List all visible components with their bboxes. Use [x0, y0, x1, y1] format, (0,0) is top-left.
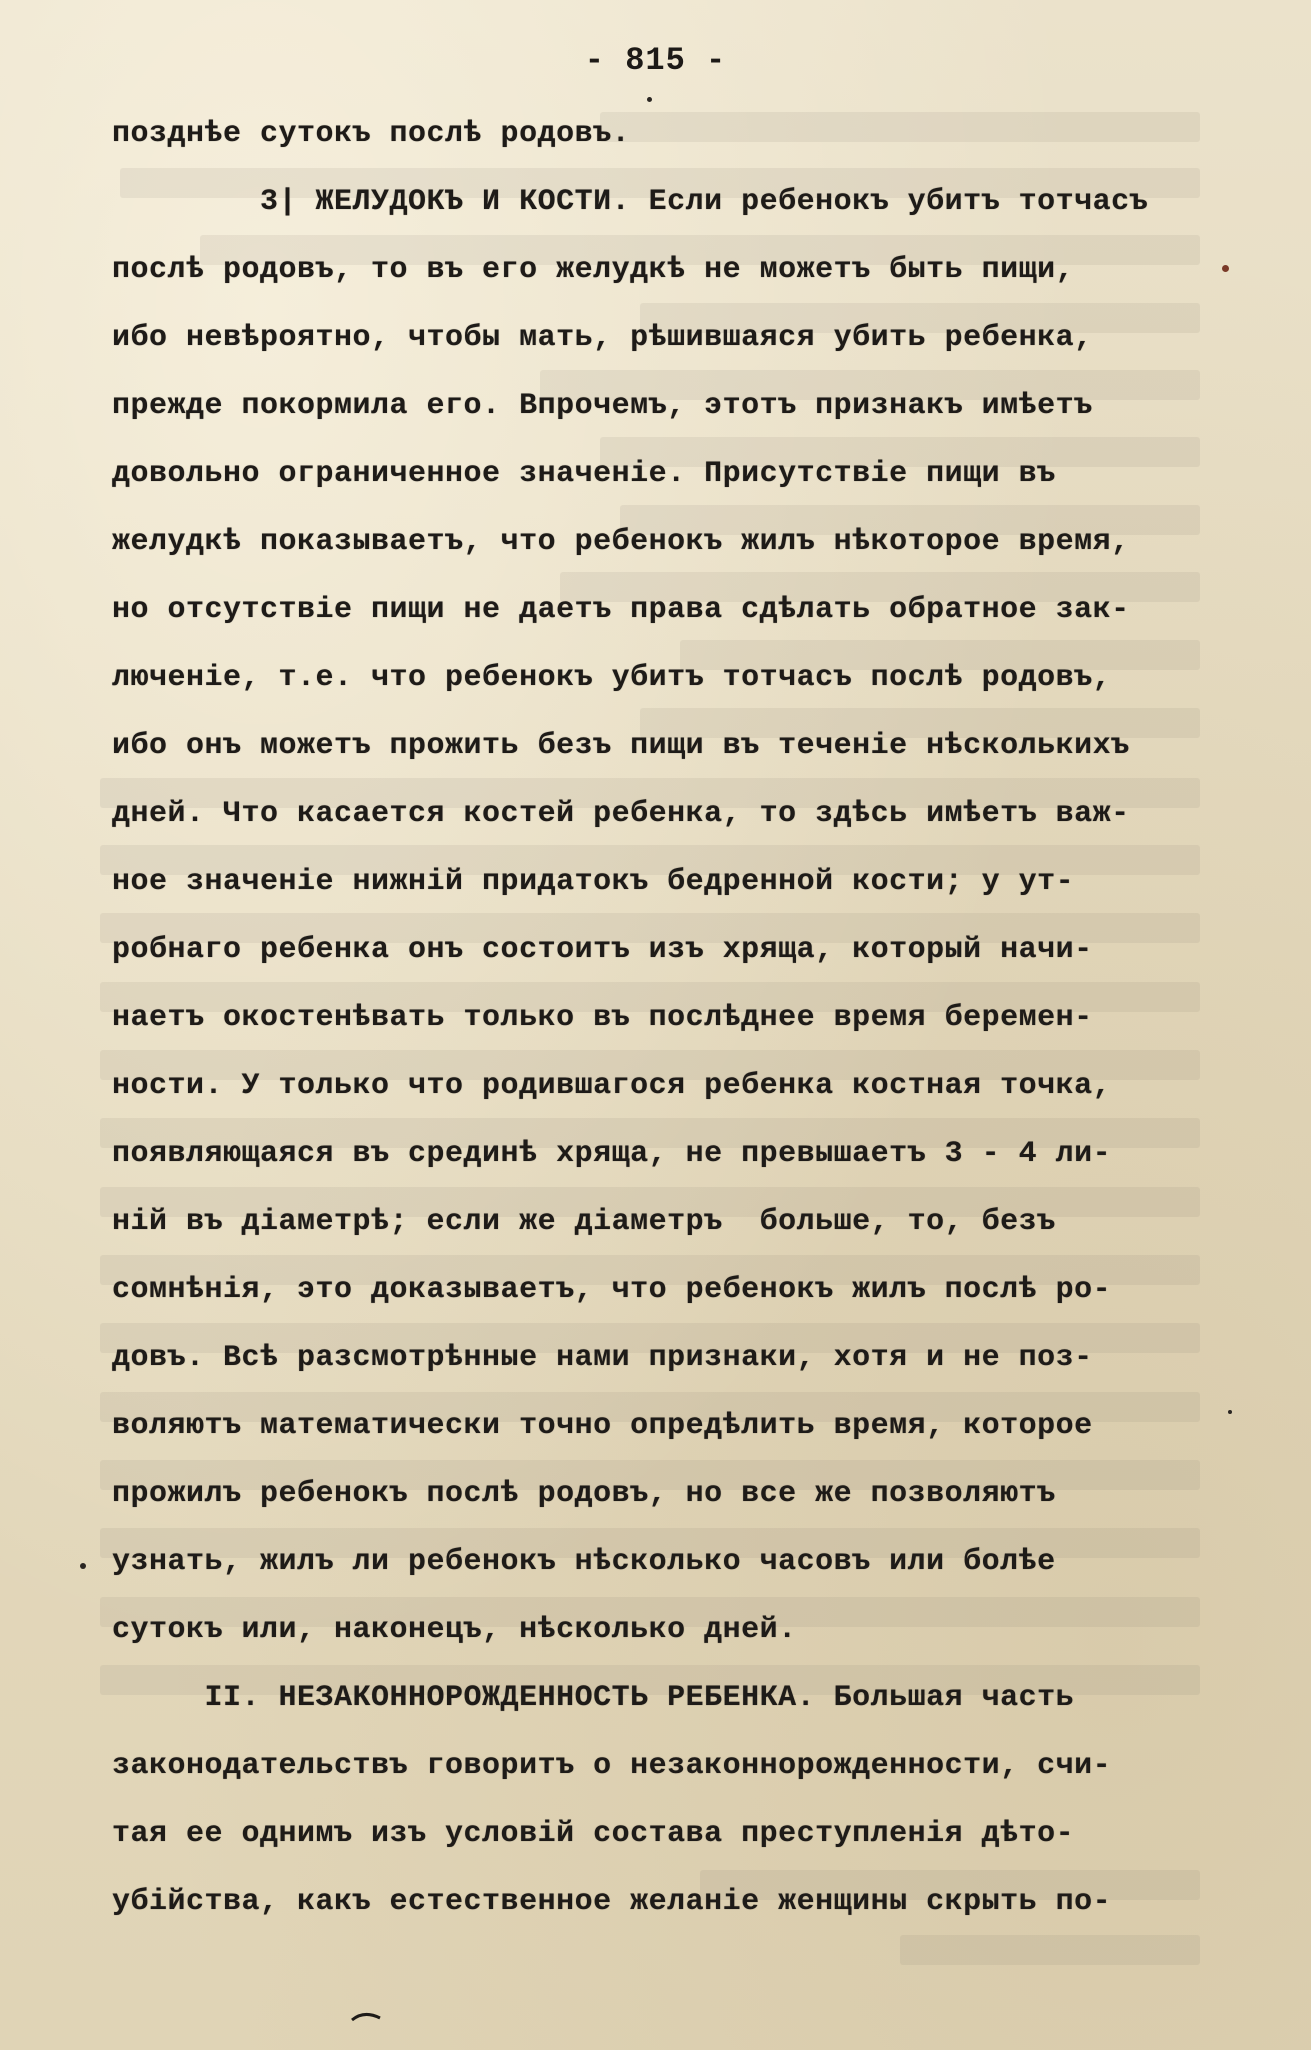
text-line: довольно ограниченное значенiе. Присутствiе пищи въ — [112, 457, 1056, 491]
text-line: позднѣе сутокъ послѣ родовъ. — [112, 117, 631, 151]
document-body — [112, 100, 1262, 1936]
text-line: люченiе, т.е. что ребенокъ убитъ тотчасъ послѣ родовъ, — [112, 661, 1112, 695]
text-line: ности. У только что родившагося ребенка костная точка, — [112, 1069, 1112, 1103]
text-line: убiйства, какъ естественное желанiе женщины скрыть по- — [112, 1885, 1112, 1919]
text-line: воляютъ математически точно опредѣлить время, которое — [112, 1409, 1093, 1443]
text-line: сутокъ или, наконецъ, нѣсколько дней. — [112, 1613, 797, 1647]
text-line: прожилъ ребенокъ послѣ родовъ, но все же позволяютъ — [112, 1477, 1056, 1511]
text-line: желудкѣ показываетъ, что ребенокъ жилъ нѣкоторое время, — [112, 525, 1130, 559]
text-line: узнать, жилъ ли ребенокъ нѣсколько часовъ или болѣе — [112, 1545, 1056, 1579]
text-line: сомнѣнiя, это доказываетъ, что ребенокъ жилъ послѣ ро- — [112, 1273, 1112, 1307]
text-line: II. НЕЗАКОННОРОЖДЕННОСТЬ РЕБЕНКА. Большая часть — [112, 1681, 1075, 1715]
text-line: послѣ родовъ, то въ его желудкѣ не можетъ быть пищи, — [112, 253, 1075, 287]
text-line: ное значенiе нижнiй придатокъ бедренной кости; у ут- — [112, 865, 1075, 899]
text-line: дней. Что касается костей ребенка, то здѣсь имѣетъ важ- — [112, 797, 1130, 831]
text-line: законодательствъ говоритъ о незаконнорожденности, счи- — [112, 1749, 1112, 1783]
text-line: ибо онъ можетъ прожить безъ пищи въ теченiе нѣсколькихъ — [112, 729, 1130, 763]
text-line: ибо невѣроятно, чтобы мать, рѣшившаяся убить ребенка, — [112, 321, 1093, 355]
text-line: довъ. Всѣ разсмотрѣнные нами признаки, хотя и не поз- — [112, 1341, 1093, 1375]
text-line: но отсутствiе пищи не даетъ права сдѣлать обратное зак- — [112, 593, 1130, 627]
text-line: прежде покормила его. Впрочемъ, этотъ признакъ имѣетъ — [112, 389, 1093, 423]
ink-speck — [80, 1563, 86, 1569]
text-line: появляющаяся въ срединѣ хряща, не превышаетъ 3 - 4 ли- — [112, 1137, 1112, 1171]
text-line: 3| ЖЕЛУДОКЪ И КОСТИ. Если ребенокъ убитъ тотчасъ — [112, 185, 1149, 219]
text-line: нiй въ дiаметрѣ; если же дiаметръ больше, то, безъ — [112, 1205, 1056, 1239]
text-line: наетъ окостенѣвать только въ послѣднее время беремен- — [112, 1001, 1093, 1035]
ink-mark — [350, 2010, 390, 2022]
text-line: робнаго ребенка онъ состоитъ изъ хряща, который начи- — [112, 933, 1093, 967]
page-number: - 815 - — [584, 42, 727, 79]
text-line: тая ее однимъ изъ условiй состава преступленiя дѣто- — [112, 1817, 1075, 1851]
